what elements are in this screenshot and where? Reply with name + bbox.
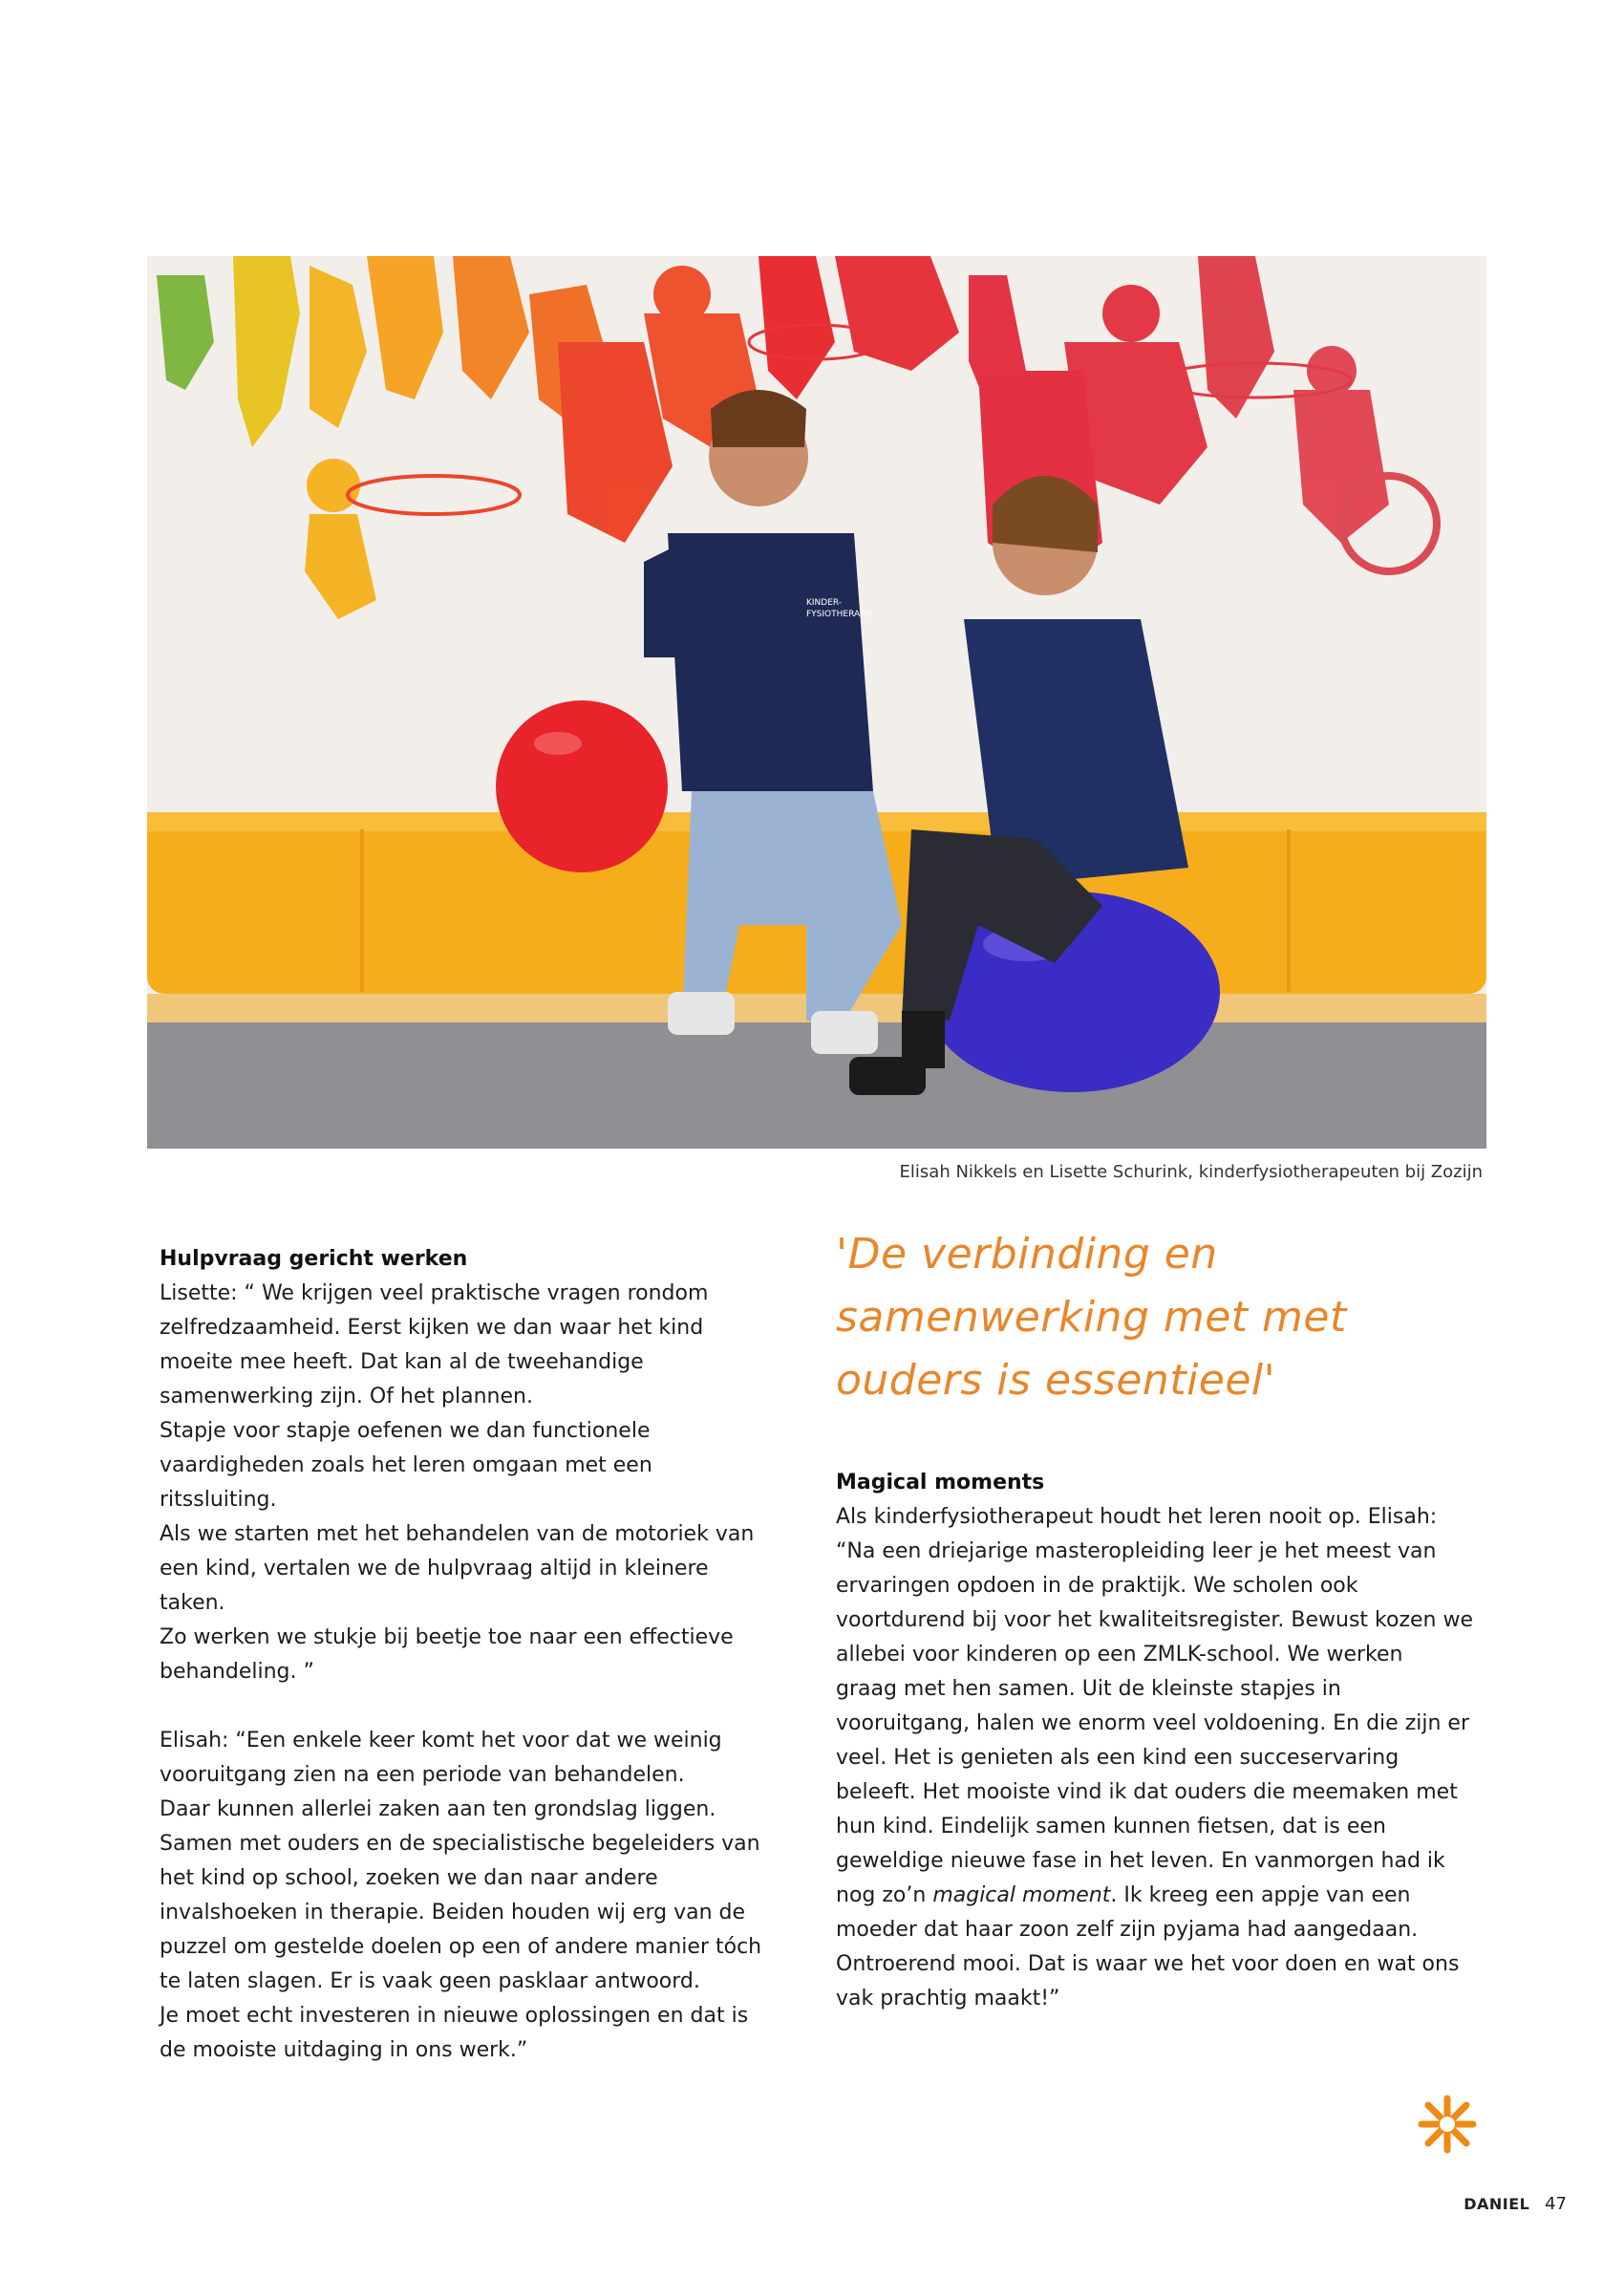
text-line: geweldige nieuwe fase in het leven. En vanmorgen had ik [836, 1849, 1445, 1873]
photo-illustration [147, 256, 1486, 1149]
text-line: vooruitgang zien na een periode van behandelen. [160, 1763, 685, 1787]
text-line: zelfredzaamheid. Eerst kijken we dan waar het kind [160, 1316, 704, 1340]
text-line: Daar kunnen allerlei zaken aan ten grondslag liggen. [160, 1797, 716, 1821]
text-line: vooruitgang, halen we enorm veel voldoening. En die zijn er [836, 1711, 1469, 1735]
text-line: te laten slagen. Er is vaak geen pasklaar antwoord. [160, 1969, 700, 1993]
text-line: puzzel om gestelde doelen op een of andere manier tóch [160, 1935, 762, 1959]
text-line: de mooiste uitdaging in ons werk.” [160, 2038, 528, 2062]
text-line [836, 1879, 1495, 1913]
right-column [836, 1223, 1495, 2016]
text-line: allebei voor kinderen op een ZMLK-school. We werken [836, 1643, 1403, 1666]
svg-text:KINDER-: KINDER- [806, 598, 843, 608]
text-line: Elisah: “Een enkele keer komt het voor dat we weinig [160, 1729, 722, 1752]
lisette-paragraph [160, 1277, 771, 1689]
text-line: Stapje voor stapje oefenen we dan functionele [160, 1419, 651, 1443]
text-line: voortdurend bij voor het kwaliteitsregister. Bewust kozen we [836, 1608, 1473, 1632]
text-line: moeder dat haar zoon zelf zijn pyjama had aangedaan. [836, 1918, 1419, 1942]
text-segment: . Ik kreeg een appje van een [1110, 1883, 1411, 1907]
hero-photo [147, 256, 1486, 1149]
text-segment: nog zo’n [836, 1883, 933, 1907]
text-line: Als we starten met het behandelen van de motoriek van [160, 1522, 755, 1546]
quote-line: ouders is essentieel' [836, 1356, 1276, 1405]
text-line: Samen met ouders en de specialistische begeleiders van [160, 1832, 760, 1856]
section-heading-hulpvraag: Hulpvraag gericht werken [160, 1247, 468, 1271]
text-line: veel. Het is genieten als een kind een succeservaring [836, 1746, 1400, 1770]
text-line: hun kind. Eindelijk samen kunnen fietsen, dat is een [836, 1815, 1386, 1838]
magical-moments-paragraph [836, 1500, 1495, 2016]
page-footer [1464, 2194, 1567, 2214]
text-line: het kind op school, zoeken we dan naar andere [160, 1866, 658, 1890]
text-line: ervaringen opdoen in de praktijk. We scholen ook [836, 1574, 1358, 1598]
svg-text:FYSIOTHERAPIE: FYSIOTHERAPIE [806, 610, 873, 619]
text-line: vaardigheden zoals het leren omgaan met een ritssluiting. [160, 1453, 652, 1512]
text-line: moeite mee heeft. Dat kan al de tweehandige [160, 1350, 644, 1374]
text-line: Je moet echt investeren in nieuwe oplossingen en dat is [160, 2004, 749, 2028]
pull-quote [836, 1223, 1495, 1412]
text-line: vak prachtig maakt!” [836, 1987, 1060, 2010]
red-exercise-ball [496, 700, 668, 872]
text-line: samenwerking zijn. Of het plannen. [160, 1385, 533, 1408]
text-line: Zo werken we stukje bij beetje toe naar een effectieve [160, 1625, 734, 1649]
text-line: behandeling. ” [160, 1660, 314, 1684]
elisah-paragraph [160, 1724, 771, 2068]
italic-phrase: magical moment [932, 1883, 1111, 1907]
text-line: “Na een driejarige masteropleiding leer je het meest van [836, 1539, 1437, 1563]
text-line: Ontroerend mooi. Dat is waar we het voor doen en wat ons [836, 1952, 1460, 1976]
quote-line: 'De verbinding en [836, 1230, 1218, 1279]
quote-line: samenwerking met met [836, 1293, 1347, 1342]
text-line: graag met hen samen. Uit de kleinste stapjes in [836, 1677, 1341, 1701]
text-line: Als kinderfysiotherapeut houdt het leren nooit op. Elisah: [836, 1505, 1438, 1529]
page-number: 47 [1545, 2194, 1567, 2214]
text-line: Lisette: “ We krijgen veel praktische vragen rondom [160, 1281, 709, 1305]
text-line: beleeft. Het mooiste vind ik dat ouders die meemaken met [836, 1780, 1458, 1804]
magazine-brand: DANIEL [1464, 2195, 1530, 2213]
photo-caption: Elisah Nikkels en Lisette Schurink, kinderfysiotherapeuten bij Zozijn [899, 1162, 1483, 1182]
left-column [160, 1242, 771, 2068]
asterisk-icon [1414, 2091, 1481, 2158]
text-line: invalshoeken in therapie. Beiden houden wij erg van de [160, 1901, 746, 1924]
text-line: een kind, vertalen we de hulpvraag altijd in kleinere taken. [160, 1557, 709, 1615]
section-heading-magical-moments: Magical moments [836, 1471, 1045, 1494]
